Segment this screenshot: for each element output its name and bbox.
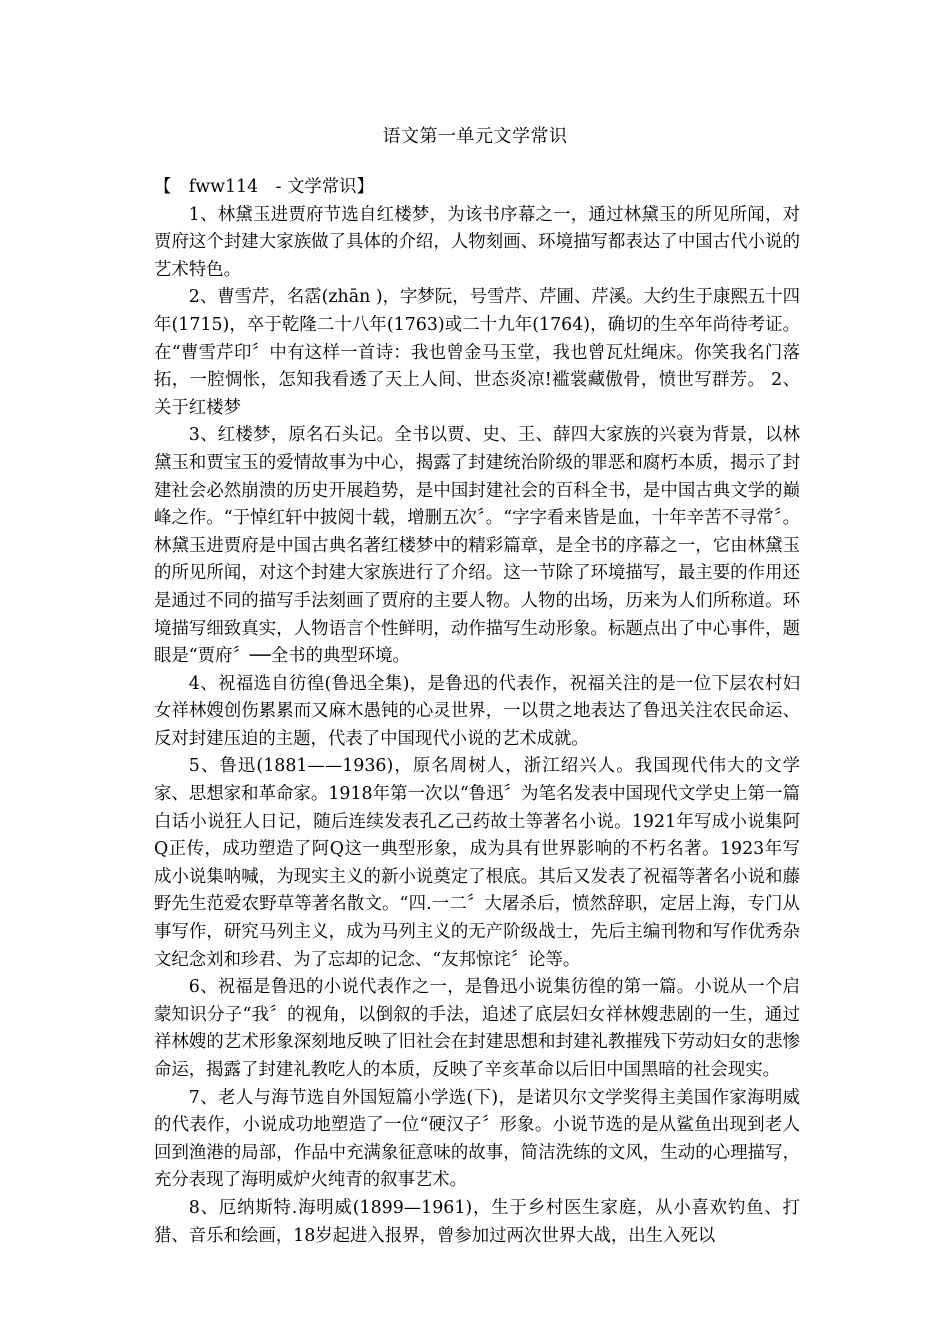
paragraph-8: 8、厄纳斯特.海明威(1899—1961)，生于乡村医生家庭，从小喜欢钓鱼、打猎、音乐和绘画，18岁起进入报界，曾参加过两次世界大战，出生入死以 bbox=[154, 1197, 800, 1246]
paragraph-2: 2、曹雪芹，名霑(zhān )，字梦阮，号雪芹、芹圃、芹溪。大约生于康熙五十四年(1715)，卒于乾隆二十八年(1763)或二十九年(1764)，确切的生卒年尚待考证。在“曹雪芹印〞中有这样一首诗：我也曾金马玉堂，我也曾瓦灶绳床。你笑我名门落拓，一腔惆怅，怎知我看透了天上人间、世态炎凉!褴裳藏傲骨，愤世写群芳。 2、关于红楼梦 bbox=[154, 287, 801, 418]
document-body bbox=[154, 174, 800, 1250]
paragraph-4: 4、祝福选自彷徨(鲁迅全集)，是鲁迅的代表作，祝福关注的是一位下层农村妇女祥林嫂创伤累累而又麻木愚钝的心灵世界，一以贯之地表达了鲁迅关注农民命运、反对封建压迫的主题，代表了中国现代小说的艺术成就。 bbox=[154, 673, 800, 749]
paragraph-5: 5、鲁迅(1881——1936)，原名周树人，浙江绍兴人。我国现代伟大的文学家、思想家和革命家。1918年第一次以“鲁迅〞为笔名发表中国现代文学史上第一篇白话小说狂人日记，随后连续发表孔乙己药故土等著名小说。1921年写成小说集阿Q正传，成功塑造了阿Q这一典型形象，成为具有世界影响的不朽名著。1923年写成小说集呐喊，为现实主义的新小说奠定了根底。其后又发表了祝福等著名小说和藤野先生范爱农野草等著名散文。“四.一二〞大屠杀后，愤然辞职，定居上海，专门从事写作，研究马列主义，成为马列主义的无产阶级战士，先后主编刊物和写作优秀杂文纪念刘和珍君、为了忘却的记念、“友邦惊诧〞论等。 bbox=[154, 756, 800, 970]
paragraph-7: 7、老人与海节选自外国短篇小学选(下)，是诺贝尔文学奖得主美国作家海明威的代表作，小说成功地塑造了一位“硬汉子〞形象。小说节选的是从鲨鱼出现到老人回到渔港的局部，作品中充满象征意味的故事，简洁洗练的文风，生动的心理描写，充分表现了海明威炉火纯青的叙事艺术。 bbox=[154, 1087, 800, 1191]
document-title: 语文第一单元文学常识 bbox=[382, 126, 568, 147]
document-header: 【 fww114 - 文学常识】 bbox=[154, 177, 374, 197]
paragraph-1: 1、林黛玉进贾府节选自红楼梦，为该书序幕之一，通过林黛玉的所见所闻，对贾府这个封建大家族做了具体的介绍，人物刻画、环境描写都表达了中国古代小说的艺术特色。 bbox=[154, 204, 800, 280]
paragraph-3: 3、红楼梦，原名石头记。全书以贾、史、王、薛四大家族的兴衰为背景，以林黛玉和贾宝玉的爱情故事为中心，揭露了封建统治阶级的罪恶和腐朽本质，揭示了封建社会必然崩溃的历史开展趋势，是中国封建社会的百科全书，是中国古典文学的巅峰之作。“于悼红轩中披阅十载，增删五次〞。“字字看来皆是血，十年辛苦不寻常〞。 林黛玉进贾府是中国古典名著红楼梦中的精彩篇章，是全书的序幕之一，它由林黛玉的所见所闻，对这个封建大家族进行了介绍。这一节除了环境描写，最主要的作用还是通过不同的描写手法刻画了贾府的主要人物。人物的出场，历来为人们所称道。环境描写细致真实，人物语言个性鲜明，动作描写生动形象。标题点出了中心事件，题眼是“贾府〞──全书的典型环境。 bbox=[154, 425, 800, 667]
paragraph-6: 6、祝福是鲁迅的小说代表作之一，是鲁迅小说集彷徨的第一篇。小说从一个启蒙知识分子“我〞的视角，以倒叙的手法，追述了底层妇女祥林嫂悲剧的一生，通过祥林嫂的艺术形象深刻地反映了旧社会在封建思想和封建礼教摧残下劳动妇女的悲惨命运，揭露了封建礼教吃人的本质，反映了辛亥革命以后旧中国黑暗的社会现实。 bbox=[154, 977, 800, 1080]
